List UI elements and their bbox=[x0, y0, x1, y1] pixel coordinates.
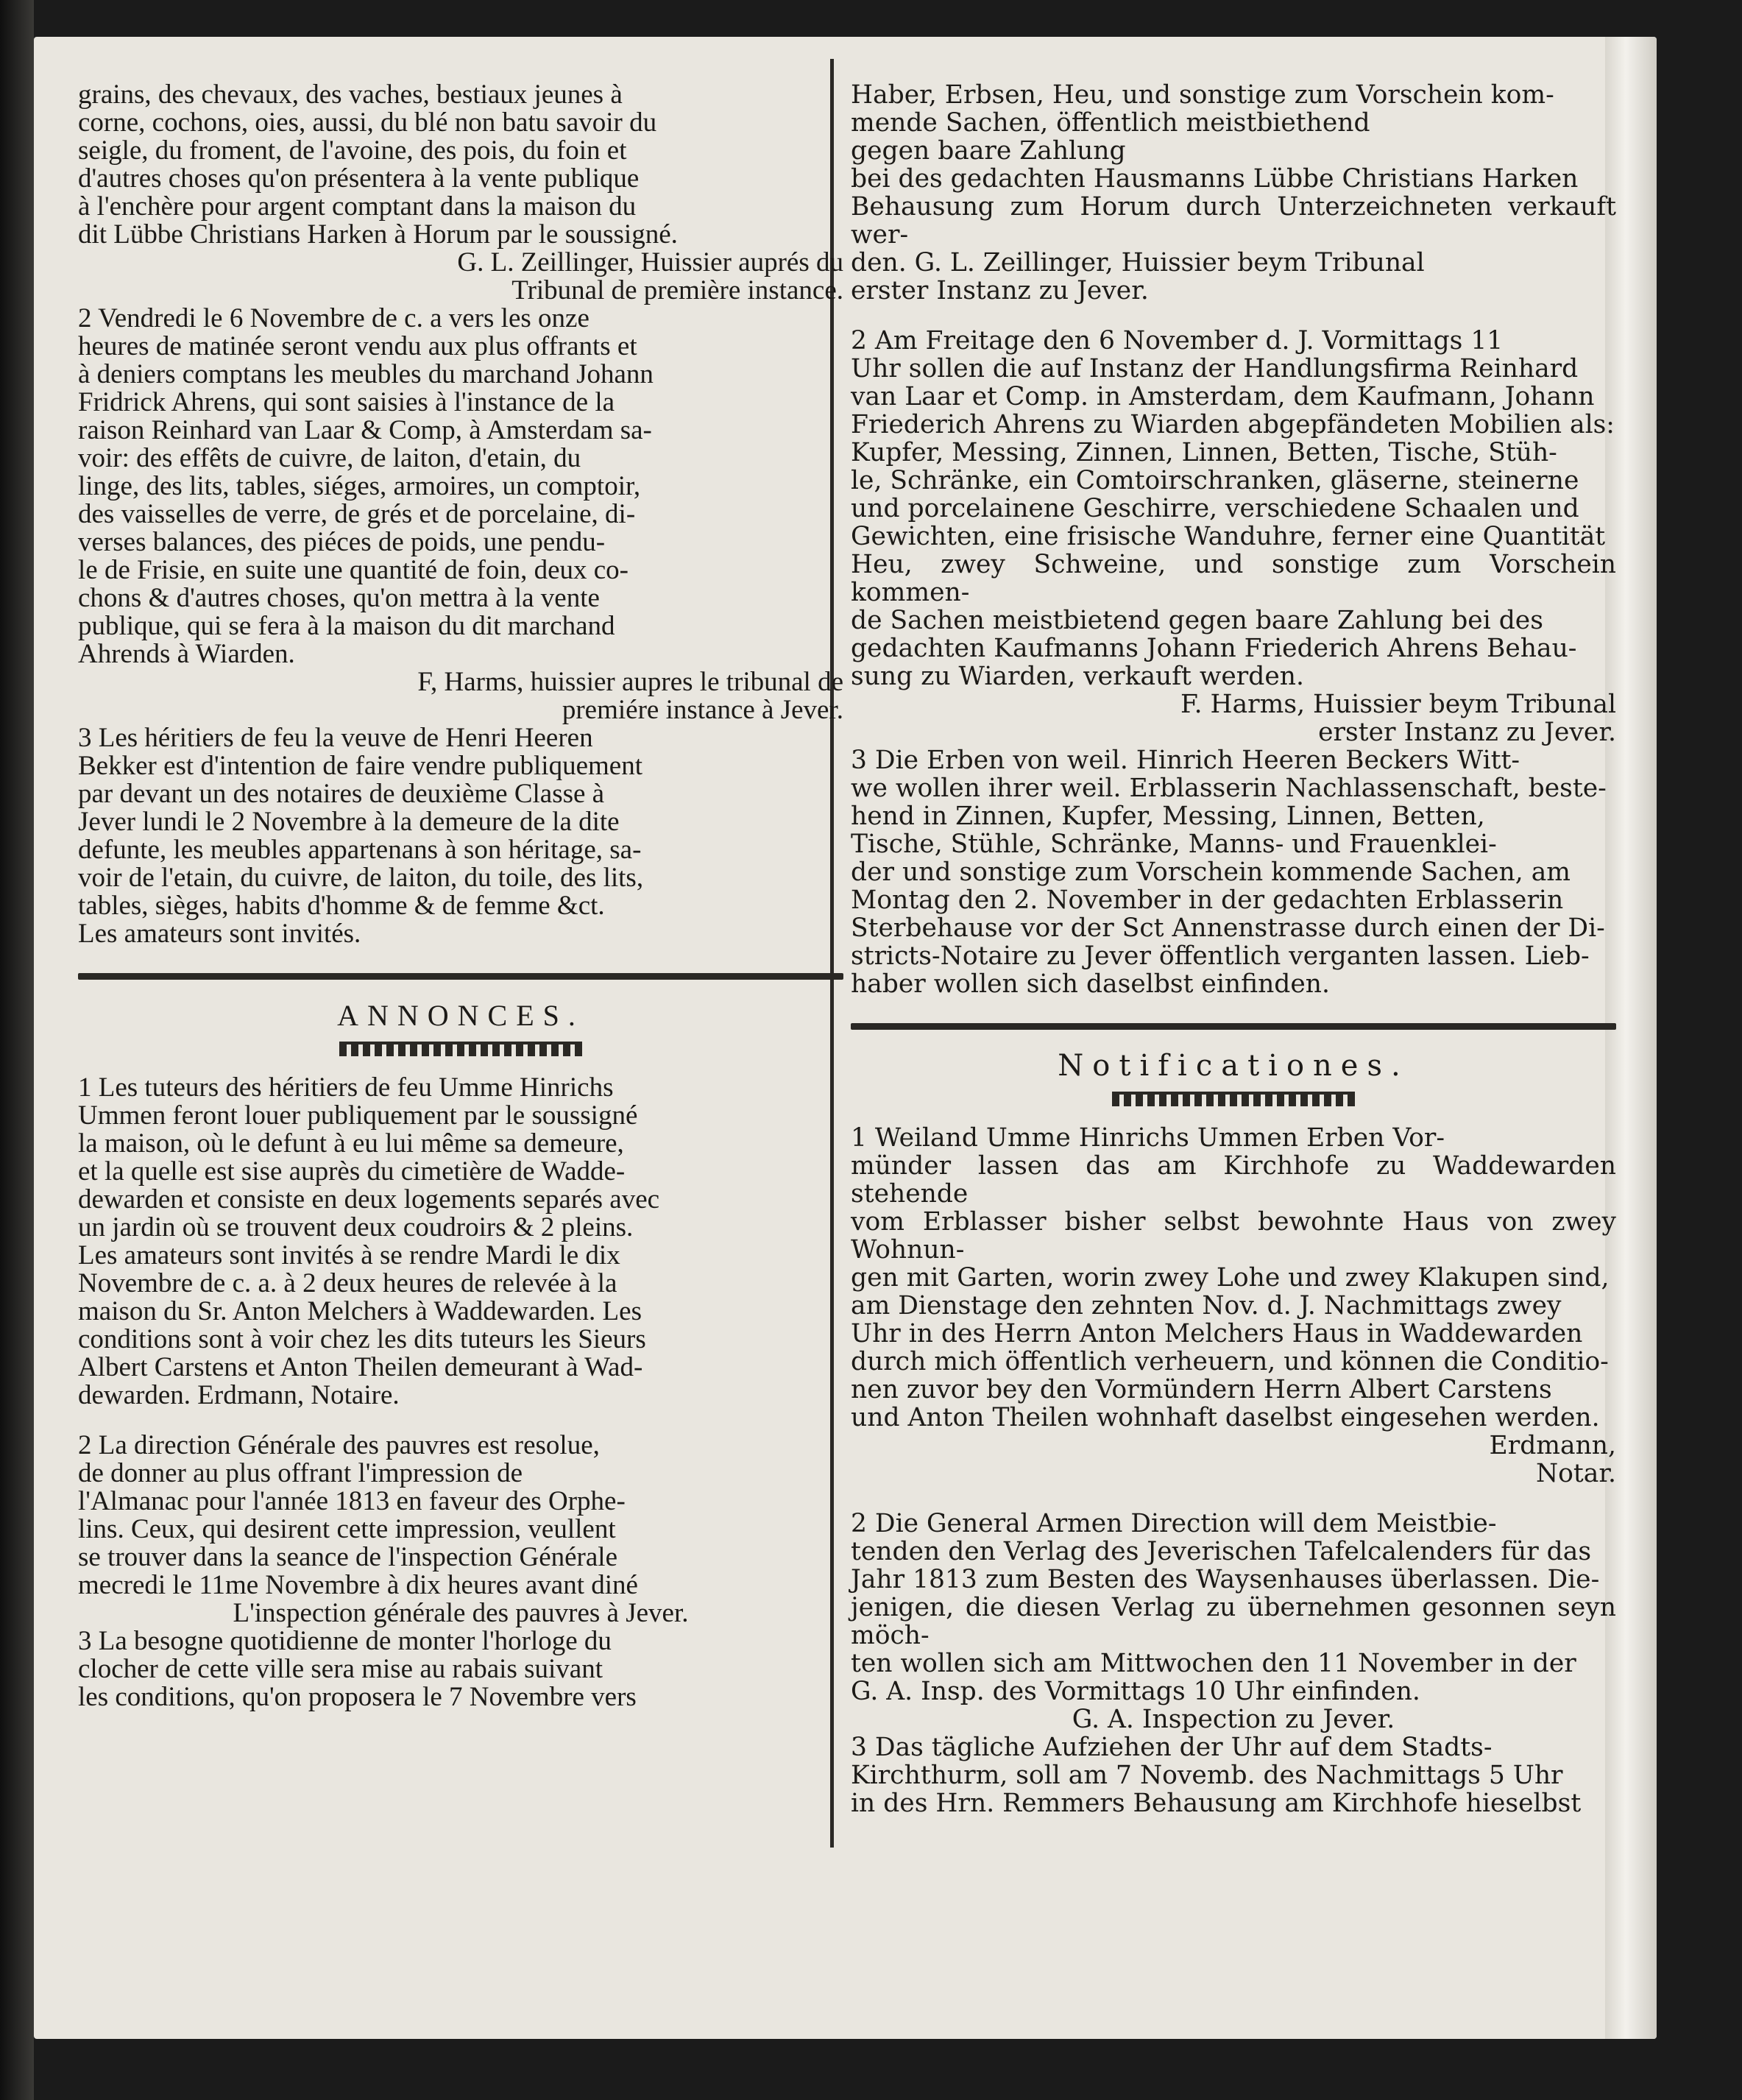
text-line: jenigen, die diesen Verlag zu übernehmen gesonnen seyn möch- bbox=[851, 1593, 1616, 1650]
text-line: erster Instanz zu Jever. bbox=[851, 276, 1149, 305]
text-line: stricts-Notaire zu Jever öffentlich verganten lassen. Lieb- bbox=[851, 941, 1590, 971]
french-column bbox=[78, 81, 843, 1711]
text-line: vom Erblasser bisher selbst bewohnte Haus von zwey Wohnun- bbox=[851, 1207, 1616, 1265]
text-line: se trouver dans la seance de l'inspection Générale bbox=[78, 1542, 617, 1572]
notice-german-2 bbox=[851, 327, 1616, 690]
text-line: par devant un des notaires de deuxième Classe à bbox=[78, 779, 605, 809]
text-line: Jever lundi le 2 Novembre à la demeure de la dite bbox=[78, 807, 620, 837]
text-line: Les amateurs sont invités à se rendre Mardi le dix bbox=[78, 1240, 620, 1270]
text-line: d'autres choses qu'on présentera à la vente publique bbox=[78, 163, 640, 194]
text-line: chons & d'autres choses, qu'on mettra à la vente bbox=[78, 583, 600, 613]
text-line: Gewichten, eine frisische Wanduhre, ferner eine Quantität bbox=[851, 522, 1606, 551]
text-line: Fridrick Ahrens, qui sont saisies à l'instance de la bbox=[78, 387, 615, 417]
annonces-heading: ANNONCES. bbox=[337, 999, 584, 1032]
text-line: in des Hrn. Remmers Behausung am Kirchhofe hieselbst bbox=[851, 1789, 1582, 1818]
text-line: G. L. Zeillinger, Huissier auprés du bbox=[457, 247, 843, 277]
notice-german-1 bbox=[851, 81, 1616, 305]
text-line: van Laar et Comp. in Amsterdam, dem Kaufmann, Johann bbox=[851, 382, 1595, 411]
text-line: de donner au plus offrant l'impression de bbox=[78, 1458, 523, 1488]
text-line: G. A. Insp. des Vormittags 10 Uhr einfinden. bbox=[851, 1677, 1420, 1706]
notice-german-3 bbox=[851, 746, 1616, 998]
text-line: mende Sachen, öffentlich meistbiethend bbox=[851, 108, 1370, 138]
text-line: verses balances, des piéces de poids, une pendu- bbox=[78, 527, 606, 557]
text-line: sung zu Wiarden, verkauft werden. bbox=[851, 662, 1304, 691]
text-line: corne, cochons, oies, aussi, du blé non batu savoir du bbox=[78, 107, 657, 138]
text-line: Novembre de c. a. à 2 deux heures de relevée à la bbox=[78, 1268, 617, 1298]
text-line: Sterbehause vor der Sct Annenstrasse durch einen der Di- bbox=[851, 913, 1605, 943]
text-line: gedachten Kaufmanns Johann Friederich Ahrens Behau- bbox=[851, 634, 1577, 663]
notice-french-3 bbox=[78, 724, 843, 948]
text-line: 1 Les tuteurs des héritiers de feu Umme Hinrichs bbox=[78, 1072, 614, 1103]
text-line: Les amateurs sont invités. bbox=[78, 919, 361, 949]
text-line: 2 Am Freitage den 6 November d. J. Vormittags 11 bbox=[851, 326, 1504, 356]
text-line: l'Almanac pour l'année 1813 en faveur des Orphe- bbox=[78, 1486, 626, 1516]
text-line: la maison, où le defunt à eu lui même sa demeure, bbox=[78, 1128, 624, 1159]
text-line: Behausung zum Horum durch Unterzeichneten verkauft wer- bbox=[851, 192, 1616, 250]
text-line: Bekker est d'intention de faire vendre publiquement bbox=[78, 751, 642, 781]
ornament-divider bbox=[339, 1042, 582, 1056]
annonce-1 bbox=[78, 1074, 843, 1410]
text-line: hend in Zinnen, Kupfer, Messing, Linnen, Betten, bbox=[851, 802, 1485, 831]
text-line: lins. Ceux, qui desirent cette impression, veullent bbox=[78, 1514, 616, 1544]
signature-inspection-fr: L'inspection générale des pauvres à Jever. bbox=[233, 1598, 689, 1628]
text-line: de Sachen meistbietend gegen baare Zahlung bei des bbox=[851, 606, 1543, 635]
text-line: à l'enchère pour argent comptant dans la maison du bbox=[78, 191, 637, 222]
text-line: 3 Die Erben von weil. Hinrich Heeren Beckers Witt- bbox=[851, 746, 1520, 775]
text-line: conditions sont à voir chez les dits tuteurs les Sieurs bbox=[78, 1324, 646, 1354]
text-line: gegen baare Zahlung bbox=[851, 136, 1126, 166]
text-line: und Anton Theilen wohnhaft daselbst eingesehen werden. bbox=[851, 1403, 1600, 1432]
text-line: F, Harms, huissier aupres le tribunal de bbox=[417, 667, 843, 697]
text-line: tenden den Verlag des Jeverischen Tafelcalenders für das bbox=[851, 1537, 1592, 1566]
notification-3 bbox=[851, 1733, 1616, 1817]
signature-zeillinger-fr bbox=[78, 249, 843, 305]
signature-erdmann-de bbox=[851, 1432, 1616, 1488]
text-line: Uhr sollen die auf Instanz der Handlungsfirma Reinhard bbox=[851, 354, 1579, 383]
notification-1 bbox=[851, 1124, 1616, 1432]
text-line: Jahr 1813 zum Besten des Waysenhauses überlassen. Die- bbox=[851, 1565, 1600, 1594]
text-line: 1 Weiland Umme Hinrichs Ummen Erben Vor- bbox=[851, 1123, 1445, 1153]
text-line: publique, qui se fera à la maison du dit marchand bbox=[78, 611, 615, 641]
text-line: bei des gedachten Hausmanns Lübbe Christians Harken bbox=[851, 164, 1579, 194]
text-line: 2 Die General Armen Direction will dem Meistbie- bbox=[851, 1509, 1497, 1538]
text-line: Notar. bbox=[1535, 1459, 1616, 1488]
text-line: Kirchthurm, soll am 7 Novemb. des Nachmittags 5 Uhr bbox=[851, 1761, 1563, 1790]
text-line: 2 Vendredi le 6 Novembre de c. a vers les onze bbox=[78, 303, 589, 333]
text-line: am Dienstage den zehnten Nov. d. J. Nachmittags zwey bbox=[851, 1291, 1562, 1321]
text-line: Uhr in des Herrn Anton Melchers Haus in Waddewarden bbox=[851, 1319, 1583, 1348]
text-line: durch mich öffentlich verheuern, und können die Conditio- bbox=[851, 1347, 1609, 1376]
text-line: le, Schränke, ein Comtoirschranken, gläserne, steinerne bbox=[851, 466, 1579, 495]
text-line: à deniers comptans les meubles du marchand Johann bbox=[78, 359, 654, 389]
text-line: Heu, zwey Schweine, und sonstige zum Vorschein kommen- bbox=[851, 550, 1616, 607]
binding-edge bbox=[0, 0, 34, 2100]
section-rule bbox=[851, 1023, 1616, 1030]
text-line: premiére instance à Jever. bbox=[562, 695, 843, 725]
text-line: erster Instanz zu Jever. bbox=[1318, 718, 1616, 747]
text-line: und porcelainene Geschirre, verschiedene Schaalen und bbox=[851, 494, 1579, 523]
signature-harms-de bbox=[851, 690, 1616, 746]
notice-french-2 bbox=[78, 305, 843, 668]
text-line: voir de l'etain, du cuivre, de laiton, du toile, des lits, bbox=[78, 863, 644, 893]
text-line: der und sonstige zum Vorschein kommende Sachen, am bbox=[851, 858, 1571, 887]
text-line: defunte, les meubles appartenans à son héritage, sa- bbox=[78, 835, 642, 865]
text-line: münder lassen das am Kirchhofe zu Waddewarden stehende bbox=[851, 1151, 1616, 1209]
text-line: Friederich Ahrens zu Wiarden abgepfändeten Mobilien als: bbox=[851, 410, 1615, 439]
text-line: dewarden et consiste en deux logements separés avec bbox=[78, 1184, 660, 1215]
text-line: 2 La direction Générale des pauvres est resolue, bbox=[78, 1430, 600, 1460]
text-line: haber wollen sich daselbst einfinden. bbox=[851, 969, 1330, 999]
text-line: heures de matinée seront vendu aux plus offrants et bbox=[78, 331, 637, 361]
text-line: den. G. L. Zeillinger, Huissier beym Tribunal bbox=[851, 248, 1425, 277]
text-line: ten wollen sich am Mittwochen den 11 November in der bbox=[851, 1649, 1576, 1678]
section-rule bbox=[78, 973, 843, 980]
text-line: Tribunal de première instance. bbox=[511, 275, 843, 305]
newspaper-page bbox=[34, 37, 1657, 2039]
text-line: dit Lübbe Christians Harken à Horum par le soussigné. bbox=[78, 219, 678, 250]
text-line: Kupfer, Messing, Zinnen, Linnen, Betten, Tische, Stüh- bbox=[851, 438, 1557, 467]
text-line: 3 Das tägliche Aufziehen der Uhr auf dem Stadts- bbox=[851, 1733, 1493, 1762]
text-line: mecredi le 11me Novembre à dix heures avant diné bbox=[78, 1570, 638, 1600]
notification-2 bbox=[851, 1510, 1616, 1705]
text-line: des vaisselles de verre, de grés et de porcelaine, di- bbox=[78, 499, 636, 529]
text-line: Erdmann, bbox=[1489, 1431, 1616, 1460]
text-line: Tische, Stühle, Schränke, Manns- und Frauenklei- bbox=[851, 830, 1497, 859]
annonce-2 bbox=[78, 1432, 843, 1599]
text-line: we wollen ihrer weil. Erblasserin Nachlassenschaft, beste- bbox=[851, 774, 1607, 803]
ornament-divider bbox=[1112, 1092, 1355, 1106]
annonce-3 bbox=[78, 1627, 843, 1711]
text-line: Montag den 2. November in der gedachten Erblasserin bbox=[851, 885, 1564, 915]
text-line: grains, des chevaux, des vaches, bestiaux jeunes à bbox=[78, 79, 623, 110]
text-line: linge, des lits, tables, siéges, armoires, un comptoir, bbox=[78, 471, 641, 501]
text-line: 3 Les héritiers de feu la veuve de Henri Heeren bbox=[78, 723, 593, 753]
text-line: maison du Sr. Anton Melchers à Waddewarden. Les bbox=[78, 1296, 642, 1326]
text-line: gen mit Garten, worin zwey Lohe und zwey Klakupen sind, bbox=[851, 1263, 1610, 1293]
text-line: tables, sièges, habits d'homme & de femme &ct. bbox=[78, 891, 605, 921]
text-line: un jardin où se trouvent deux coudroirs & 2 pleins. bbox=[78, 1212, 634, 1242]
text-line: seigle, du froment, de l'avoine, des pois, du foin et bbox=[78, 135, 627, 166]
text-line: raison Reinhard van Laar & Comp, à Amsterdam sa- bbox=[78, 415, 652, 445]
text-line: Ummen feront louer publiquement par le soussigné bbox=[78, 1100, 638, 1131]
signature-harms-fr bbox=[78, 668, 843, 724]
text-line: voir: des effêts de cuivre, de laiton, d'etain, du bbox=[78, 443, 581, 473]
text-line: clocher de cette ville sera mise au rabais suivant bbox=[78, 1654, 603, 1684]
text-line: les conditions, qu'on proposera le 7 Novembre vers bbox=[78, 1682, 637, 1712]
text-line: Ahrends à Wiarden. bbox=[78, 639, 295, 669]
text-line: dewarden. Erdmann, Notaire. bbox=[78, 1380, 400, 1410]
text-line: nen zuvor bey den Vormündern Herrn Albert Carstens bbox=[851, 1375, 1552, 1404]
text-line: Haber, Erbsen, Heu, und sonstige zum Vorschein kom- bbox=[851, 80, 1554, 110]
text-line: et la quelle est sise auprès du cimetière de Wadde- bbox=[78, 1156, 626, 1187]
text-line: F. Harms, Huissier beym Tribunal bbox=[1180, 690, 1616, 719]
signature-inspection-de: G. A. Inspection zu Jever. bbox=[1072, 1705, 1395, 1734]
notificationes-heading: Notificationes. bbox=[1058, 1049, 1409, 1083]
text-line: 3 La besogne quotidienne de monter l'horloge du bbox=[78, 1626, 612, 1656]
german-column bbox=[851, 81, 1616, 1817]
text-line: Albert Carstens et Anton Theilen demeurant à Wad- bbox=[78, 1352, 643, 1382]
notice-french-1 bbox=[78, 81, 843, 249]
text-line: le de Frisie, en suite une quantité de foin, deux co- bbox=[78, 555, 629, 585]
